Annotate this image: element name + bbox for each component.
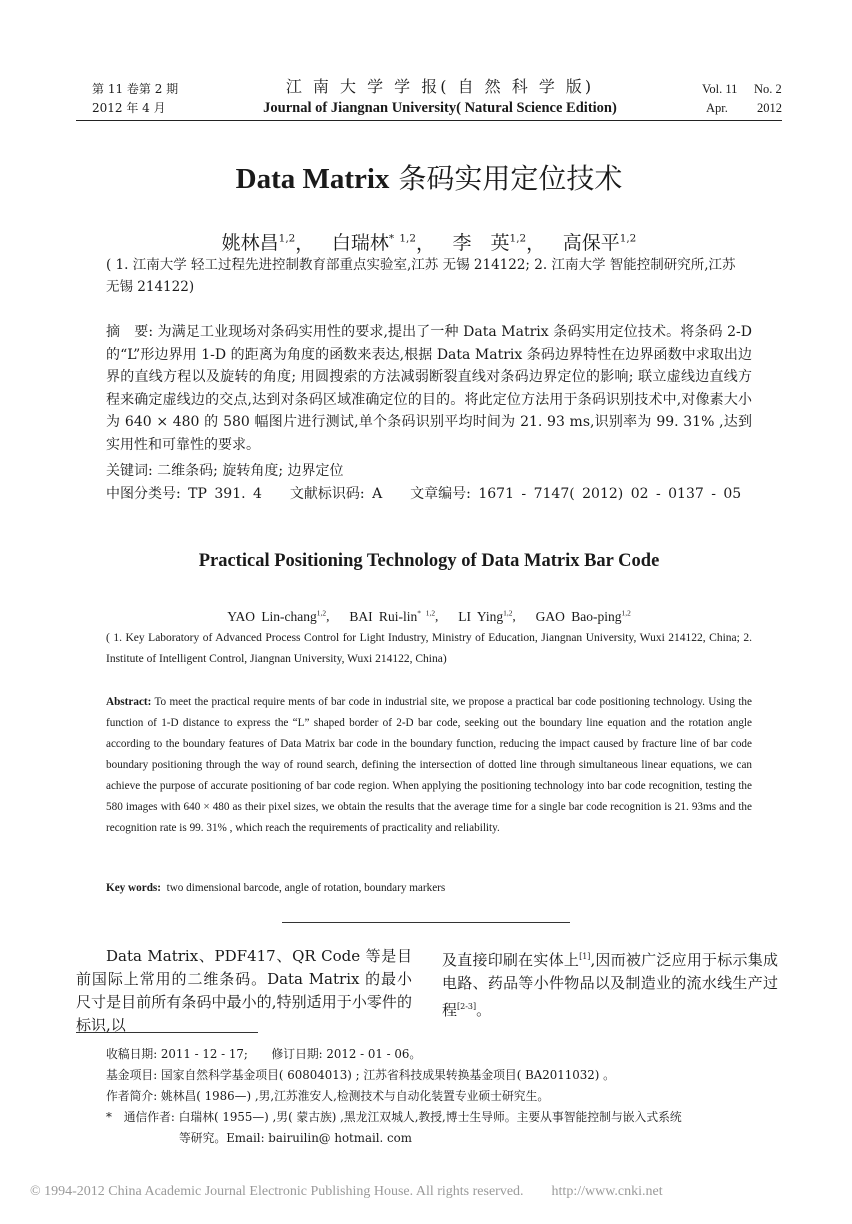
section-separator [282,922,570,923]
author-cn: 高保平$^{1,2}$ [562,232,637,255]
year-en: 2012 [757,101,782,115]
issue-info-en [702,80,782,118]
author-cn: 白瑞林$^{* 1,2}$ [331,232,416,255]
abstract-en [106,692,752,839]
abstract-cn-label: 摘 要: [106,324,154,340]
authors-cn: 姚林昌$^{1,2}$， 白瑞林$^{* 1,2}$， 李 英$^{1,2}$， 高保平$^{1,2}$ [221,232,637,255]
affiliation-en: ( 1. Key Laboratory of Advanced Process Control for Light Industry, Ministry of Education, Jiangnan University, Wuxi 214122, China; 2. Institute of Intelligent Control, Jiangnan University, Wuxi 214122, China) [106,632,752,665]
authors-en: YAO Lin-chang$^{1,2}$, BAI Rui-lin$^{* 1,2}$, LI Ying$^{1,2}$, GAO Bao-ping$^{1,2}$ [227,608,631,624]
copyright-notice: © 1994-2012 China Academic Journal Electronic Publishing House. All rights reserved. http://www.cnki.net [30,1184,663,1199]
author-en: BAI Rui-lin$^{* 1,2}$ [349,608,436,624]
footnote-fund: 基金项目: 国家自然科学基金项目( 60804013) ; 江苏省科技成果转换基金项目( BA2011032) 。 [106,1068,615,1082]
abstract-cn-text: 为满足工业现场对条码实用性的要求,提出了一种 Data Matrix 条码实用定位技术。将条码 2-D 的“L”形边界用 1-D 的距离为角度的函数来表达,根据 Data Matrix 条码边界特性在边界函数中求取出边界的直线方程以及旋转的角度; 用圆搜索的方法减弱断裂直线对条码边界定位的影响; 联立虚线边直线方程来确定虚线边的交点,达到对条码区域准确定位的目的。将此定位方法用于条码识别技术中,对像素大小为 640 × 480 的 580 幅图片进行测试,单个条码识别平均时间为 21. 93 ms,识别率为 99. 31% ,达到实用性和可靠性的要求。 [106,324,753,453]
journal-name-cn: 江 南 大 学 学 报( 自 然 科 学 版) [285,77,595,96]
keywords-en-text: two dimensional barcode, angle of rotation, boundary markers [166,882,446,894]
citation-ref[interactable]: [1] [579,952,591,961]
keywords-en [106,878,752,899]
abstract-en-text: To meet the practical require ments of bar code in industrial site, we propose a practical bar code positioning technology. Using the function of 1-D distance to express the “L” shaped border of 2-D bar code, seeking out the boundary line equation and the rotation angle according to the boundary features of Data Matrix bar code in the boundary function, reducing the impact caused by fracture line of bar code boundary positioning through the way of round search, defining the intersection of dotted line through simultaneous linear equations, we can achieve the purpose of accurate positioning of bar code region. When applying the positioning technology into bar code recognition, testing the 580 images with 640 × 480 as their pixel sizes, we obtain the results that the average time for a single bar code recognition is 21. 93ms and the recognition rate is 99. 31% , which reach the requirements of practicality and reliability. [106,696,752,834]
volume-cn: 第 11 卷第 2 期 [92,82,179,96]
keywords-cn [106,460,752,483]
paper-title-en: Practical Positioning Technology of Data Matrix Bar Code [198,551,660,571]
footnote-rule [76,1032,258,1033]
title-cn-en-part: Data Matrix [235,163,390,195]
journal-name-en: Journal of Jiangnan University( Natural Science Edition) [263,100,617,116]
footnote-corresponding-cont: 等研究。Email: bairuilin@ hotmail. com [179,1131,412,1145]
issue-info [92,80,178,118]
author-cn: 李 英$^{1,2}$ [452,232,527,255]
body-text-left: Data Matrix、PDF417、QR Code 等是目前国际上常用的二维条码。Data Matrix 的最小尺寸是目前所有条码中最小的,特别适用于小零件的标识,以 [76,947,412,1034]
keywords-en-label: Key words: [106,882,161,894]
author-en: YAO Lin-chang$^{1,2}$ [227,608,327,624]
header-rule [76,120,782,121]
keywords-cn-label: 关键词: [106,463,153,479]
footnote-corresponding: * 通信作者: 白瑞林( 1955—) ,男( 蒙古族) ,黑龙江双城人,教授,博士生导师。主要从事智能控制与嵌入式系统 [106,1110,682,1124]
author-cn: 姚林昌$^{1,2}$ [221,232,296,255]
paper-title-cn [76,160,782,198]
vol-en: Vol. 11 [702,82,738,96]
footnotes [106,1044,756,1149]
author-en: LI Ying$^{1,2}$ [458,608,513,624]
author-en: GAO Bao-ping$^{1,2}$ [535,608,631,624]
footnote-author: 作者简介: 姚林昌( 1986—) ,男,江苏淮安人,检测技术与自动化装置专业硕士研究生。 [106,1089,550,1103]
affiliation-cn: ( 1. 江南大学 轻工过程先进控制教育部重点实验室,江苏 无锡 214122; 2. 江南大学 智能控制研究所,江苏 无锡 214122) [106,257,736,295]
keywords-cn-text: 二维条码; 旋转角度; 边界定位 [157,463,344,479]
date-cn: 2012 年 4 月 [92,101,166,115]
body-text-right: 及直接印刷在实体上[1],因而被广泛应用于标示集成电路、药品等小件物品以及制造业的流水线生产过程[2-3]。 [442,951,778,1019]
citation-ref[interactable]: [2-3] [457,1002,477,1011]
month-en: Apr. [706,101,728,115]
classification-cn: 中图分类号: TP 391. 4 文献标识码: A 文章编号: 1671 - 7147( 2012) 02 - 0137 - 05 [106,486,742,502]
no-en: No. 2 [754,82,782,96]
footnote-received: 收稿日期: 2011 - 12 - 17; 修订日期: 2012 - 01 - 06。 [106,1047,422,1061]
abstract-en-label: Abstract: [106,696,152,708]
abstract-cn [106,321,752,456]
journal-name [230,76,650,118]
title-cn-text: 条码实用定位技术 [398,162,623,195]
